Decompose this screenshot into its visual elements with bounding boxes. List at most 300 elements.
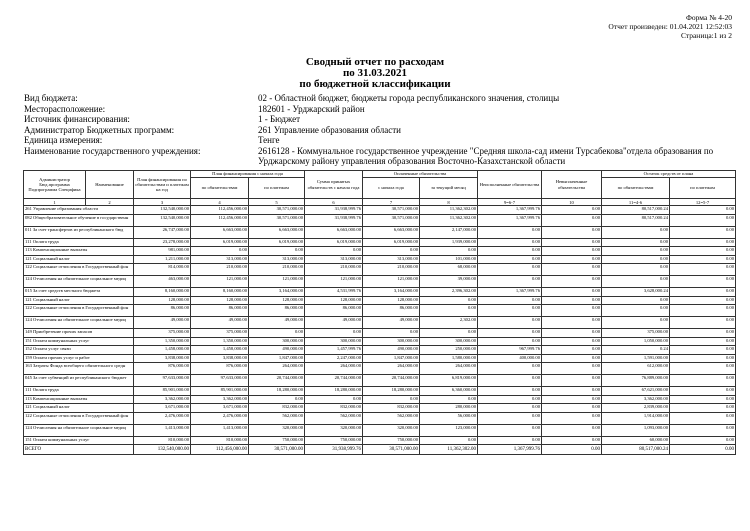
cell-c12: 0.00	[670, 305, 736, 317]
cell-c5: 210,000.00	[249, 264, 305, 276]
info-label: Источник финансирования:	[24, 114, 130, 124]
total-label: ВСЕГО	[24, 445, 134, 455]
total-c5: 30,571,000.00	[249, 445, 305, 455]
cell-c4: 112,456,000.00	[191, 206, 249, 215]
cell-c10: 0.00	[542, 206, 602, 215]
cell-c5: 121,000.00	[249, 276, 305, 288]
cell-c9: 0.00	[478, 276, 542, 288]
cell-c8: 1,580,000.00	[420, 354, 478, 363]
cell-c5: 30,571,000.00	[249, 206, 305, 215]
info-label: Месторасположение:	[24, 103, 106, 114]
cell-c11: 0.00	[602, 247, 670, 256]
cell-c10: 0.00	[542, 305, 602, 317]
cell-c6: 4,531,999.76	[305, 288, 363, 297]
cell-c8: 264,000.00	[420, 363, 478, 375]
cell-c10: 0.00	[542, 363, 602, 375]
cell-c9: 0.00	[478, 436, 542, 445]
cell-c11: 0.00	[602, 238, 670, 247]
cell-c5: 128,000.00	[249, 296, 305, 305]
cell-c5: 750,000.00	[249, 436, 305, 445]
cell-c10: 0.00	[542, 375, 602, 387]
info-row	[24, 125, 734, 136]
cell-c6: 0.00	[305, 395, 363, 404]
row-code-name: 113 Компенсационные выплаты	[24, 395, 134, 404]
row-code-name: 122 Социальные отчисления в Государственный фон	[24, 412, 134, 424]
cell-c6: 2,247,000.00	[305, 354, 363, 363]
table-row	[24, 288, 736, 297]
row-code-name: 011 За счет трансфертов из республиканского бюд	[24, 226, 134, 238]
cell-c7: 210,000.00	[363, 264, 420, 276]
cell-c3: 132,540,000.00	[134, 214, 191, 226]
cell-c12: 0.00	[670, 214, 736, 226]
cell-c5: 1,847,000.00	[249, 354, 305, 363]
info-value: 2616128 - Коммунальное государственное учреждение "Средняя школа-сад имени Турсабекова"отдела образования по Урджарскому району управления образования Восточно-Казахстанской области	[258, 145, 714, 166]
cell-c6: 313,000.00	[305, 255, 363, 264]
cell-c9: 0.00	[478, 387, 542, 396]
cell-c11: 0.00	[602, 255, 670, 264]
cell-c9: 0.00	[478, 329, 542, 338]
cell-c8: 0.00	[420, 247, 478, 256]
cell-c3: 1,458,000.00	[134, 346, 191, 355]
header-remain-pay: по платежам	[670, 178, 736, 199]
cell-c12: 0.00	[670, 247, 736, 256]
cell-c6: 832,000.00	[305, 404, 363, 413]
cell-c7: 313,000.00	[363, 255, 420, 264]
cell-c12: 0.00	[670, 296, 736, 305]
cell-c9: 0.00	[478, 337, 542, 346]
cell-c10: 0.00	[542, 276, 602, 288]
cell-c3: 463,000.00	[134, 276, 191, 288]
info-row	[24, 93, 734, 104]
row-code-name: 152 Оплата услуг связи	[24, 346, 134, 355]
cell-c8: 11,362,302.00	[420, 206, 478, 215]
cell-c3: 128,000.00	[134, 296, 191, 305]
table-header-row-1	[24, 171, 736, 178]
cell-c7: 832,000.00	[363, 404, 420, 413]
cell-c7: 6,663,000.00	[363, 226, 420, 238]
row-code-name: 151 Оплата коммунальных услуг	[24, 436, 134, 445]
cell-c12: 0.00	[670, 288, 736, 297]
cell-c11: 67,621,000.00	[602, 387, 670, 396]
cell-c4: 112,456,000.00	[191, 214, 249, 226]
cell-c7: 20,744,000.00	[363, 375, 420, 387]
cell-c3: 810,000.00	[134, 436, 191, 445]
cell-c4: 210,000.00	[191, 264, 249, 276]
row-code-name: 261 Управление образования области	[24, 206, 134, 215]
cell-c10: 0.00	[542, 255, 602, 264]
cell-c9: 0.00	[478, 296, 542, 305]
cell-c11: 80,517,000.24	[602, 214, 670, 226]
cell-c3: 132,540,000.00	[134, 206, 191, 215]
cell-c6: 31,938,999.76	[305, 214, 363, 226]
column-number: 2	[86, 199, 134, 206]
table-row	[24, 375, 736, 387]
cell-c12: 0.00	[670, 264, 736, 276]
report-produced-timestamp: Отчет произведен: 01.04.2021 12:52:03	[608, 22, 732, 31]
cell-c7: 128,000.00	[363, 296, 420, 305]
cell-c3: 8,160,000.00	[134, 288, 191, 297]
cell-c11: 60,000.00	[602, 436, 670, 445]
cell-c9: 1,367,999.76	[478, 214, 542, 226]
table-row	[24, 255, 736, 264]
info-row	[24, 146, 734, 167]
cell-c10: 0.00	[542, 317, 602, 329]
cell-c5: 313,000.00	[249, 255, 305, 264]
cell-c7: 562,000.00	[363, 412, 420, 424]
cell-c6: 86,000.00	[305, 305, 363, 317]
table-row	[24, 363, 736, 375]
info-row	[24, 104, 734, 115]
cell-c8: 2,302.00	[420, 317, 478, 329]
header-plan-fin-group: План финансирования с начала года	[191, 171, 305, 178]
cell-c6: 121,000.00	[305, 276, 363, 288]
table-row	[24, 214, 736, 226]
header-plan-oblig: по обязательствам	[191, 178, 249, 199]
cell-c4: 313,000.00	[191, 255, 249, 264]
total-c9: 1,367,999.76	[478, 445, 542, 455]
cell-c3: 981,000.00	[134, 247, 191, 256]
table-row	[24, 317, 736, 329]
cell-c4: 0.00	[191, 247, 249, 256]
cell-c4: 6,663,000.00	[191, 226, 249, 238]
cell-c8: 1,939,000.00	[420, 238, 478, 247]
cell-c12: 0.00	[670, 206, 736, 215]
cell-c4: 1,350,000.00	[191, 337, 249, 346]
cell-c11: 3,628,000.24	[602, 288, 670, 297]
cell-c6: 20,744,000.00	[305, 375, 363, 387]
info-value: 261 Управление образования области	[258, 124, 401, 135]
cell-c9: 1,367,999.76	[478, 288, 542, 297]
cell-c6: 6,663,000.00	[305, 226, 363, 238]
row-code-name: 111 Оплата труда	[24, 387, 134, 396]
total-c8: 11,362,302.00	[420, 445, 478, 455]
cell-c7: 490,000.00	[363, 346, 420, 355]
column-number: 10	[542, 199, 602, 206]
cell-c9: 0.00	[478, 238, 542, 247]
title-line-2: по 31.03.2021	[342, 67, 408, 79]
cell-c12: 0.00	[670, 346, 736, 355]
cell-c12: 0.00	[670, 412, 736, 424]
cell-c12: 0.00	[670, 387, 736, 396]
info-row	[24, 135, 734, 146]
column-number: 8	[420, 199, 478, 206]
cell-c9: 0.00	[478, 404, 542, 413]
cell-c5: 30,571,000.00	[249, 214, 305, 226]
cell-c4: 2,476,000.00	[191, 412, 249, 424]
table-row	[24, 354, 736, 363]
cell-c10: 0.00	[542, 264, 602, 276]
cell-c10: 0.00	[542, 337, 602, 346]
cell-c6: 128,000.00	[305, 296, 363, 305]
cell-c8: 300,000.00	[420, 337, 478, 346]
column-number: 7	[363, 199, 420, 206]
cell-c3: 3,671,000.00	[134, 404, 191, 413]
cell-c8: 0.00	[420, 296, 478, 305]
title-line-1: Сводный отчет по расходам	[305, 56, 445, 68]
table-row	[24, 247, 736, 256]
cell-c3: 3,362,000.00	[134, 395, 191, 404]
cell-c5: 3,164,000.00	[249, 288, 305, 297]
expense-table-wrapper	[23, 170, 735, 455]
row-code-name: 121 Социальный налог	[24, 296, 134, 305]
cell-c7: 0.00	[363, 395, 420, 404]
column-number: 5	[249, 199, 305, 206]
cell-c5: 20,744,000.00	[249, 375, 305, 387]
cell-c10: 0.00	[542, 404, 602, 413]
title-line-3: по бюджетной классификации	[299, 78, 451, 90]
cell-c7: 6,019,000.00	[363, 238, 420, 247]
cell-c8: 6,360,000.00	[420, 387, 478, 396]
cell-c8: 39,000.00	[420, 276, 478, 288]
header-plan-pay: по платежам	[249, 178, 305, 199]
cell-c12: 0.00	[670, 404, 736, 413]
table-row	[24, 329, 736, 338]
cell-c3: 23,278,000.00	[134, 238, 191, 247]
row-code-name: 159 Оплата прочих услуг и работ	[24, 354, 134, 363]
table-row	[24, 395, 736, 404]
cell-c9: 0.00	[478, 247, 542, 256]
cell-c11: 3,362,000.00	[602, 395, 670, 404]
cell-c8: 0.00	[420, 305, 478, 317]
row-code-name: 122 Социальные отчисления в Государственный фон	[24, 264, 134, 276]
cell-c7: 30,571,000.00	[363, 214, 420, 226]
cell-c12: 0.00	[670, 276, 736, 288]
cell-c4: 85,901,000.00	[191, 387, 249, 396]
cell-c7: 1,847,000.00	[363, 354, 420, 363]
info-value: 1 - Бюджет	[258, 114, 301, 124]
cell-c11: 612,000.00	[602, 363, 670, 375]
cell-c7: 300,000.00	[363, 337, 420, 346]
cell-c10: 0.00	[542, 296, 602, 305]
cell-c5: 6,663,000.00	[249, 226, 305, 238]
cell-c4: 128,000.00	[191, 296, 249, 305]
column-number: 1	[24, 199, 86, 206]
header-paid-month: за текущий месяц	[420, 178, 478, 199]
column-number: 12=5-7	[670, 199, 736, 206]
cell-c3: 814,000.00	[134, 264, 191, 276]
cell-c6: 750,000.00	[305, 436, 363, 445]
cell-c12: 0.00	[670, 363, 736, 375]
info-label: Вид бюджета:	[24, 93, 78, 103]
cell-c10: 0.00	[542, 226, 602, 238]
header-paid-ytd: с начала года	[363, 178, 420, 199]
table-row	[24, 436, 736, 445]
cell-c8: 0.00	[420, 329, 478, 338]
cell-c4: 375,000.00	[191, 329, 249, 338]
cell-c5: 0.00	[249, 395, 305, 404]
cell-c9: 0.00	[478, 424, 542, 436]
cell-c9: 0.00	[478, 226, 542, 238]
table-row	[24, 276, 736, 288]
cell-c3: 3,838,000.00	[134, 354, 191, 363]
cell-c10: 0.00	[542, 247, 602, 256]
table-row	[24, 206, 736, 215]
cell-c3: 1,413,000.00	[134, 424, 191, 436]
cell-c4: 3,671,000.00	[191, 404, 249, 413]
cell-c10: 0.00	[542, 329, 602, 338]
header-admin: Администратор Бюд.программа Подпрограмма Специфика	[24, 171, 86, 199]
column-number: 11=4-6	[602, 199, 670, 206]
cell-c4: 876,000.00	[191, 363, 249, 375]
cell-c6: 300,000.00	[305, 337, 363, 346]
cell-c6: 18,280,000.00	[305, 387, 363, 396]
cell-c8: 123,000.00	[420, 424, 478, 436]
cell-c4: 3,362,000.00	[191, 395, 249, 404]
cell-c8: 250,000.00	[420, 346, 478, 355]
info-value: Тенге	[258, 135, 280, 145]
row-code-name: 121 Социальный налог	[24, 404, 134, 413]
cell-c10: 0.00	[542, 238, 602, 247]
cell-c11: 76,889,000.00	[602, 375, 670, 387]
table-row	[24, 346, 736, 355]
total-c11: 80,517,000.24	[602, 445, 670, 455]
cell-c12: 0.00	[670, 255, 736, 264]
column-number: 9=6-7	[478, 199, 542, 206]
cell-c6: 31,938,999.76	[305, 206, 363, 215]
cell-c8: 2,147,000.00	[420, 226, 478, 238]
row-code-name: 124 Отчисления на обязательное социальное медиц	[24, 317, 134, 329]
cell-c4: 810,000.00	[191, 436, 249, 445]
header-name: Наименование	[86, 171, 134, 199]
cell-c5: 0.00	[249, 329, 305, 338]
cell-c10: 0.00	[542, 387, 602, 396]
cell-c10: 0.00	[542, 412, 602, 424]
header-unpaid: Невыплаченные обязательства	[542, 171, 602, 199]
row-code-name: 124 Отчисления на обязательное социальное медиц	[24, 276, 134, 288]
cell-c7: 750,000.00	[363, 436, 420, 445]
row-code-name: 151 Оплата коммунальных услуг	[24, 337, 134, 346]
cell-c5: 49,000.00	[249, 317, 305, 329]
cell-c3: 1,211,000.00	[134, 255, 191, 264]
cell-c12: 0.00	[670, 375, 736, 387]
cell-c3: 97,633,000.00	[134, 375, 191, 387]
cell-c11: 0.00	[602, 264, 670, 276]
row-code-name: 149 Приобретение прочих запасов	[24, 329, 134, 338]
cell-c9: 0.00	[478, 264, 542, 276]
cell-c12: 0.00	[670, 226, 736, 238]
cell-c6: 0.00	[305, 329, 363, 338]
table-row	[24, 404, 736, 413]
cell-c12: 0.00	[670, 317, 736, 329]
cell-c8: 56,000.00	[420, 412, 478, 424]
row-code-name: 045 За счет субвенций из республиканского бюджет	[24, 375, 134, 387]
report-info-block	[24, 93, 734, 167]
cell-c3: 26,747,000.00	[134, 226, 191, 238]
table-row	[24, 305, 736, 317]
cell-c12: 0.00	[670, 337, 736, 346]
expense-table	[23, 170, 736, 455]
cell-c10: 0.00	[542, 354, 602, 363]
cell-c6: 6,019,000.00	[305, 238, 363, 247]
header-remain-oblig: по обязательствам	[602, 178, 670, 199]
cell-c7: 121,000.00	[363, 276, 420, 288]
cell-c3: 375,000.00	[134, 329, 191, 338]
cell-c7: 264,000.00	[363, 363, 420, 375]
total-c6: 31,938,999.76	[305, 445, 363, 455]
column-number: 3	[134, 199, 191, 206]
cell-c4: 8,160,000.00	[191, 288, 249, 297]
table-row	[24, 387, 736, 396]
cell-c5: 18,280,000.00	[249, 387, 305, 396]
cell-c11: 2,839,000.00	[602, 404, 670, 413]
info-label: Единица измерения:	[24, 135, 103, 145]
cell-c4: 6,019,000.00	[191, 238, 249, 247]
cell-c9: 0.00	[478, 395, 542, 404]
cell-c12: 0.00	[670, 424, 736, 436]
cell-c7: 0.00	[363, 329, 420, 338]
cell-c5: 264,000.00	[249, 363, 305, 375]
total-c3: 132,540,000.00	[134, 445, 191, 455]
row-code-name: 122 Социальные отчисления в Государственный фон	[24, 305, 134, 317]
cell-c9: 1,367,999.76	[478, 206, 542, 215]
row-code-name: 015 За счет средств местного бюджета	[24, 288, 134, 297]
cell-c4: 3,838,000.00	[191, 354, 249, 363]
cell-c11: 80,517,000.24	[602, 206, 670, 215]
cell-c12: 0.00	[670, 329, 736, 338]
total-c4: 112,456,000.00	[191, 445, 249, 455]
row-code-name: 163 Затраты Фонда всеобщего обязательного средн	[24, 363, 134, 375]
row-code-name: 113 Компенсационные выплаты	[24, 247, 134, 256]
cell-c8: 280,000.00	[420, 404, 478, 413]
info-label: Администратор Бюджетных программ:	[24, 124, 175, 135]
cell-c9: 400,000.00	[478, 354, 542, 363]
form-meta	[608, 13, 732, 40]
cell-c11: 0.00	[602, 226, 670, 238]
cell-c10: 0.00	[542, 424, 602, 436]
table-row	[24, 238, 736, 247]
cell-c11: 375,000.00	[602, 329, 670, 338]
cell-c8: 101,000.00	[420, 255, 478, 264]
cell-c5: 0.00	[249, 247, 305, 256]
cell-c12: 0.00	[670, 238, 736, 247]
cell-c8: 0.00	[420, 436, 478, 445]
cell-c8: 6,819,000.00	[420, 375, 478, 387]
info-row	[24, 114, 734, 125]
cell-c11: 0.00	[602, 296, 670, 305]
cell-c6: 264,000.00	[305, 363, 363, 375]
report-title	[0, 57, 750, 90]
cell-c6: 210,000.00	[305, 264, 363, 276]
column-number: 6	[305, 199, 363, 206]
cell-c9: 0.00	[478, 412, 542, 424]
cell-c8: 11,362,302.00	[420, 214, 478, 226]
cell-c11: 1,914,000.00	[602, 412, 670, 424]
total-c10: 0.00	[542, 445, 602, 455]
cell-c4: 1,413,000.00	[191, 424, 249, 436]
form-number: Форма № 4-20	[686, 13, 732, 22]
cell-c11: 1,093,000.00	[602, 424, 670, 436]
table-row	[24, 424, 736, 436]
cell-c5: 562,000.00	[249, 412, 305, 424]
cell-c11: 1,591,000.00	[602, 354, 670, 363]
cell-c9: 0.00	[478, 305, 542, 317]
cell-c7: 30,571,000.00	[363, 206, 420, 215]
cell-c10: 0.00	[542, 288, 602, 297]
total-row	[24, 445, 736, 455]
cell-c12: 0.00	[670, 395, 736, 404]
cell-c8: 0.00	[420, 395, 478, 404]
cell-c8: 2,396,302.00	[420, 288, 478, 297]
table-row	[24, 337, 736, 346]
cell-c3: 85,901,000.00	[134, 387, 191, 396]
cell-c3: 876,000.00	[134, 363, 191, 375]
cell-c9: 0.00	[478, 363, 542, 375]
header-unfulfilled: Неисполненные обязательства	[478, 171, 542, 199]
cell-c9: 0.00	[478, 255, 542, 264]
row-code-name: 121 Социальный налог	[24, 255, 134, 264]
cell-c7: 18,280,000.00	[363, 387, 420, 396]
cell-c6: 562,000.00	[305, 412, 363, 424]
